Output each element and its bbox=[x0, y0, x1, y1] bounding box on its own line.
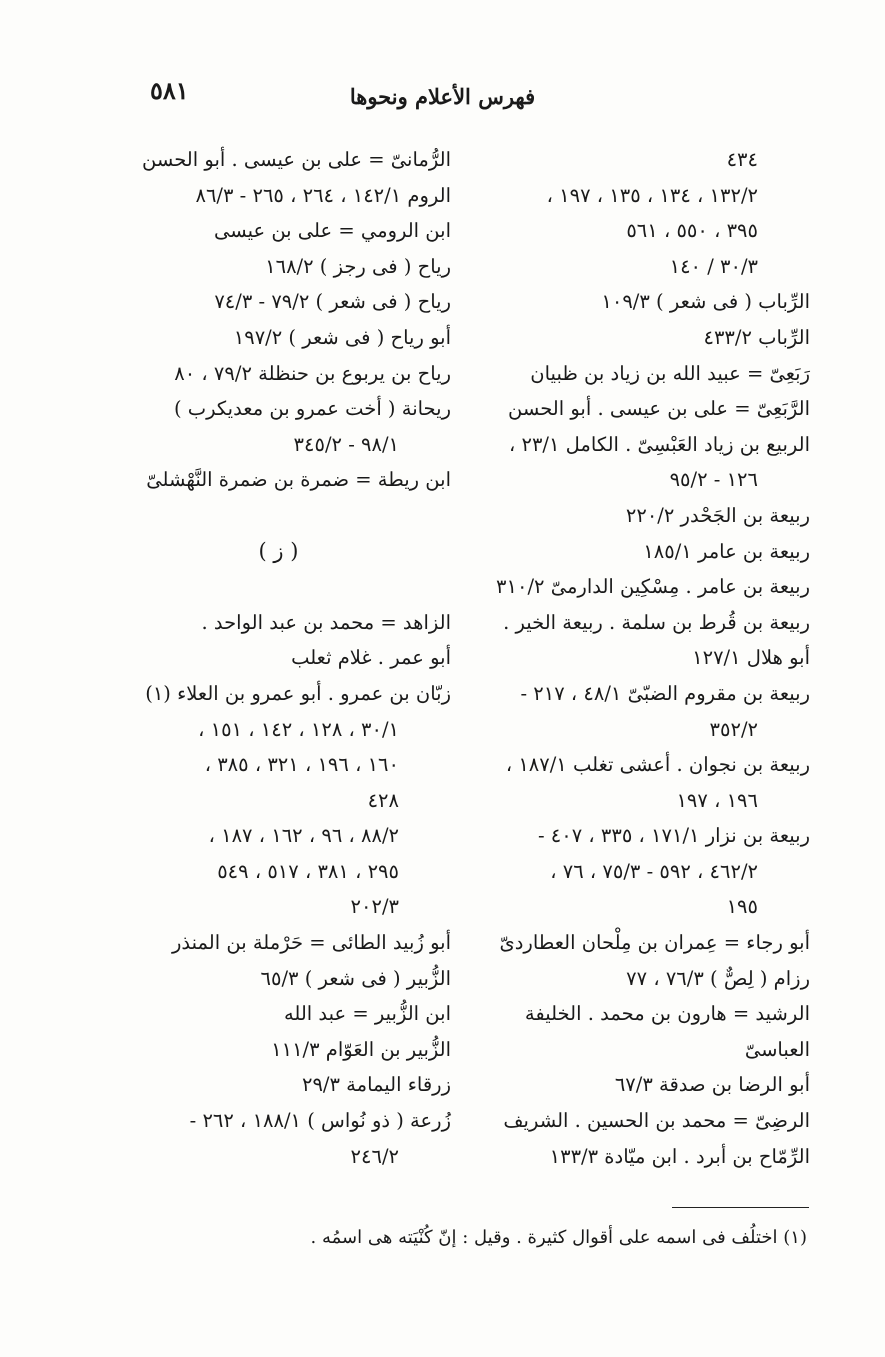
index-entry-line: ربيعة بن قُرط بن سلمة . ربيعة الخير . bbox=[503, 610, 810, 634]
index-entry-line: ١٩٥ bbox=[726, 895, 758, 919]
index-entry-line: ٣٥٢/٢ bbox=[709, 717, 758, 741]
index-entry-line: ٣٠/١ ، ١٢٨ ، ١٤٢ ، ١٥١ ، bbox=[198, 717, 399, 741]
index-column-left bbox=[106, 142, 451, 1174]
index-entry-line: ربيعة بن مقروم الضبّىّ ٤٨/١ ، ٢١٧ - bbox=[520, 681, 810, 705]
section-letter-heading: ( ز ) bbox=[258, 538, 299, 563]
index-entry-line: الزُّبير ( فى شعر ) ٦٥/٣ bbox=[260, 966, 451, 990]
footnote-divider bbox=[672, 1207, 809, 1208]
page-number: ٥٨١ bbox=[150, 76, 189, 105]
index-entry-line: ٣٠/٣ / ١٤٠ bbox=[669, 254, 758, 278]
index-entry-line: ٤٣٤ bbox=[726, 148, 758, 171]
index-entry-line: رياح بن يربوع بن حنظلة ٧٩/٢ ، ٨٠ bbox=[174, 361, 451, 385]
index-entry-line: ربيعة بن عامر . مِسْكِين الدارمىّ ٣١٠/٢ bbox=[496, 575, 810, 599]
index-entry-line: ٩٨/١ - ٣٤٥/٢ bbox=[293, 432, 399, 456]
index-entry-line: رزام ( لِصٌّ ) ٧٦/٣ ، ٧٧ bbox=[626, 966, 810, 990]
index-entry-line: ١٩٦ ، ١٩٧ bbox=[676, 788, 758, 812]
index-entry-line: الروم ١٤٢/١ ، ٢٦٤ ، ٢٦٥ - ٨٦/٣ bbox=[195, 183, 451, 207]
index-entry-line: ابن الرومي = على بن عيسى bbox=[213, 219, 451, 243]
index-entry-line: أبو الرضا بن صدقة ٦٧/٣ bbox=[614, 1073, 810, 1097]
index-entry-line: ١٢٦ - ٩٥/٢ bbox=[669, 468, 758, 492]
index-entry-line: ٢٩٥ ، ٣٨١ ، ٥١٧ ، ٥٤٩ bbox=[217, 859, 399, 883]
index-entry-line: رَبَعِىّ = عبيد الله بن زياد بن ظبيان bbox=[530, 361, 810, 385]
index-entry-line: الرَّبَعِىّ = على بن عيسى . أبو الحسن bbox=[507, 397, 810, 421]
index-entry-line: زُرعة ( ذو نُواس ) ١٨٨/١ ، ٢٦٢ - bbox=[189, 1109, 451, 1133]
index-entry-line bbox=[106, 498, 451, 534]
index-entry-line: زرقاء اليمامة ٢٩/٣ bbox=[301, 1073, 451, 1097]
index-entry-line bbox=[106, 569, 451, 605]
index-entry-line: ٤٦٢/٢ ، ٥٩٢ - ٧٥/٣ ، ٧٦ ، bbox=[550, 859, 758, 883]
index-entry-line: أبو عمر . غلام ثعلب bbox=[291, 646, 451, 670]
index-entry-line: العباسىّ bbox=[744, 1037, 810, 1061]
index-entry-line: ٣٩٥ ، ٥٥٠ ، ٥٦١ bbox=[626, 219, 758, 243]
index-entry-line: ٢٠٢/٣ bbox=[350, 895, 399, 919]
index-entry-line: الرِّباب ٤٣٣/٢ bbox=[703, 325, 810, 349]
footnote: (١) اختلُف فى اسمه على أقوال كثيرة . وقيل : إنّ كُنْيَته هى اسمُه . bbox=[310, 1227, 807, 1248]
index-entry-line: ربيعة بن نجوان . أعشى تغلب ١٨٧/١ ، bbox=[505, 753, 810, 777]
index-entry-line: ١٦٠ ، ١٩٦ ، ٣٢١ ، ٣٨٥ ، bbox=[204, 753, 399, 777]
index-entry-line: رياح ( فى رجز ) ١٦٨/٢ bbox=[265, 254, 451, 278]
index-entry-line: ربيعة بن عامر ١٨٥/١ bbox=[643, 539, 810, 563]
index-entry-line: زبّان بن عمرو . أبو عمرو بن العلاء (١) bbox=[145, 681, 451, 705]
index-entry-line: ١٣٢/٢ ، ١٣٤ ، ١٣٥ ، ١٩٧ ، bbox=[546, 183, 758, 207]
index-entry-line: ٢٤٦/٢ bbox=[350, 1144, 399, 1168]
index-entry-line: أبو هلال ١٢٧/١ bbox=[692, 646, 810, 670]
index-entry-line: ربيعة بن نزار ١٧١/١ ، ٣٣٥ ، ٤٠٧ - bbox=[538, 824, 810, 848]
index-entry-line: ابن ريطة = ضمرة بن ضمرة النَّهْشلىّ bbox=[146, 468, 451, 492]
index-entry-line: الرشيد = هارون بن محمد . الخليفة bbox=[524, 1002, 810, 1026]
index-entry-line: الربيع بن زياد العَبْسِىّ . الكامل ٢٣/١ ، bbox=[508, 432, 810, 456]
index-entry-line: ابن الزُّبير = عبد الله bbox=[283, 1002, 451, 1026]
index-entry-line: أبو رياح ( فى شعر ) ١٩٧/٢ bbox=[233, 325, 451, 349]
index-entry-line: الرِّباب ( فى شعر ) ١٠٩/٣ bbox=[601, 290, 810, 314]
index-entry-line: أبو رجاء = عِمران بن مِلْحان العطاردىّ bbox=[499, 931, 810, 955]
index-column-right bbox=[465, 142, 810, 1174]
index-entry-line: ربيعة بن الجَحْدر ٢٢٠/٢ bbox=[625, 503, 810, 527]
page-header-title: فهرس الأعلام ونحوها bbox=[349, 84, 536, 109]
index-entry-line: الزاهد = محمد بن عبد الواحد . bbox=[201, 610, 451, 634]
index-entry-line: الرضِىّ = محمد بن الحسين . الشريف bbox=[503, 1109, 810, 1133]
index-entry-line: ٤٢٨ bbox=[367, 788, 399, 812]
index-entry-line: الزُّبير بن العَوّام ١١١/٣ bbox=[271, 1037, 451, 1061]
index-entry-line: أبو زُبيد الطائى = حَرْملة بن المنذر bbox=[172, 931, 451, 955]
index-entry-line: ٨٨/٢ ، ٩٦ ، ١٦٢ ، ١٨٧ ، bbox=[208, 824, 399, 848]
index-entry-line: الرُّمانىّ = على بن عيسى . أبو الحسن bbox=[141, 148, 451, 171]
index-entry-line: رياح ( فى شعر ) ٧٩/٢ - ٧٤/٣ bbox=[214, 290, 451, 314]
index-entry-line: ريحانة ( أخت عمرو بن معديكرب ) bbox=[173, 397, 451, 421]
index-entry-line: الرِّمّاح بن أبرد . ابن ميّادة ١٣٣/٣ bbox=[549, 1144, 810, 1168]
